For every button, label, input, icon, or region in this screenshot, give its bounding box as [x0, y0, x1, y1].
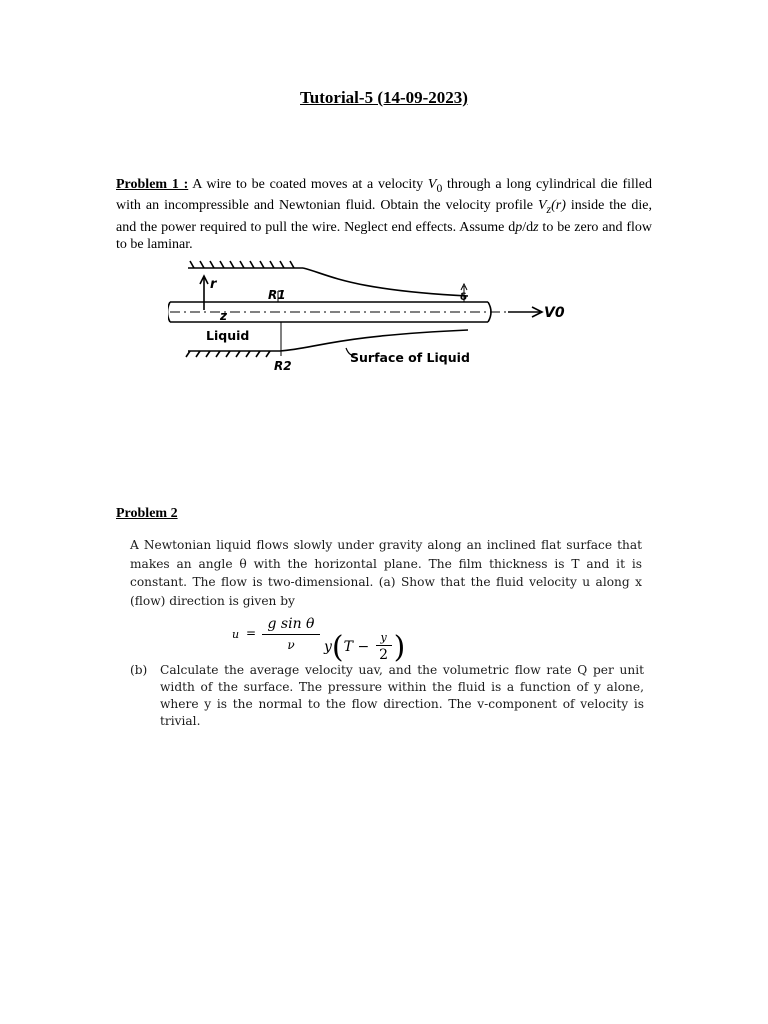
problem-2-statement: [130, 536, 642, 610]
top-hatching: [190, 261, 294, 268]
formula-fraction: [262, 614, 320, 655]
problem-1-text-a: A wire to be coated moves at a velocity: [188, 177, 428, 192]
formula-numerator: g sin θ: [267, 616, 315, 632]
page-title: [0, 88, 768, 108]
bottom-liquid-surface: [280, 330, 468, 351]
wire-coating-die-figure: [168, 256, 638, 386]
vz-argument: (r): [551, 198, 566, 214]
formula-equals: =: [246, 626, 257, 640]
problem-2-heading: Problem 2: [116, 506, 178, 521]
label-surface-of-liquid: Surface of Liquid: [350, 350, 470, 365]
p-symbol: p: [515, 219, 523, 235]
problem-1-text-c: inside the die, and the power required to pull the wire. Neglect end effects. Assume d: [116, 198, 652, 235]
label-r1: R1: [268, 288, 286, 302]
problem-2-part-a: A Newtonian liquid flows slowly under gravity along an inclined flat surface that makes an angle θ with the horizontal plane. The film thickness is T and it is constant. The flow is two-dimensional. (a) Show that the fluid velocity u along x (flow) direction is given by: [130, 538, 642, 608]
problem-1-text-d: to be zero and flow to be laminar.: [116, 219, 652, 253]
label-delta: δ: [460, 292, 467, 303]
problem-1-text: [116, 176, 652, 254]
label-r: r: [210, 277, 217, 292]
bottom-hatching: [186, 351, 270, 357]
formula-inner-fraction: [376, 631, 392, 664]
wire-left-end: [168, 302, 170, 322]
vz-symbol: V: [537, 198, 547, 214]
z-symbol: z: [533, 219, 539, 235]
label-r2: R2: [274, 359, 292, 373]
problem-2-part-b-block: [130, 662, 644, 730]
label-v0: V0: [544, 305, 565, 321]
label-z: z: [220, 309, 227, 323]
v0-subscript: 0: [436, 181, 443, 195]
problem-1-label: Problem 1 :: [116, 177, 189, 192]
slash-d: /d: [522, 219, 534, 235]
formula-denominator: ν: [287, 638, 295, 652]
formula-minus: −: [357, 639, 370, 655]
problem-2-part-b: Calculate the average velocity uav, and the volumetric flow rate Q per unit width of the surface. The pressure within the fluid is a function of y alone, where y is the normal to the flow direction. The v-component of velocity is trivial.: [160, 663, 644, 728]
inner-denominator: 2: [379, 646, 389, 663]
vz-subscript: z: [546, 203, 552, 217]
top-liquid-surface: [303, 268, 468, 296]
formula-lhs: u: [232, 628, 240, 641]
inner-numerator: y: [380, 630, 387, 644]
part-b-tag: (b): [130, 663, 148, 677]
problem-1-text-b: through a long cylindrical die filled with an incompressible and Newtonian fluid. Obtain the velocity profile: [116, 177, 652, 214]
title-text: Tutorial-5 (14-09-2023): [300, 88, 468, 107]
v0-symbol: V: [427, 177, 437, 192]
formula-bracket-term: y(T − y 2 ): [324, 630, 406, 665]
label-liquid: Liquid: [206, 328, 250, 343]
formula-T: T: [343, 639, 353, 655]
formula-y: y: [324, 639, 332, 655]
